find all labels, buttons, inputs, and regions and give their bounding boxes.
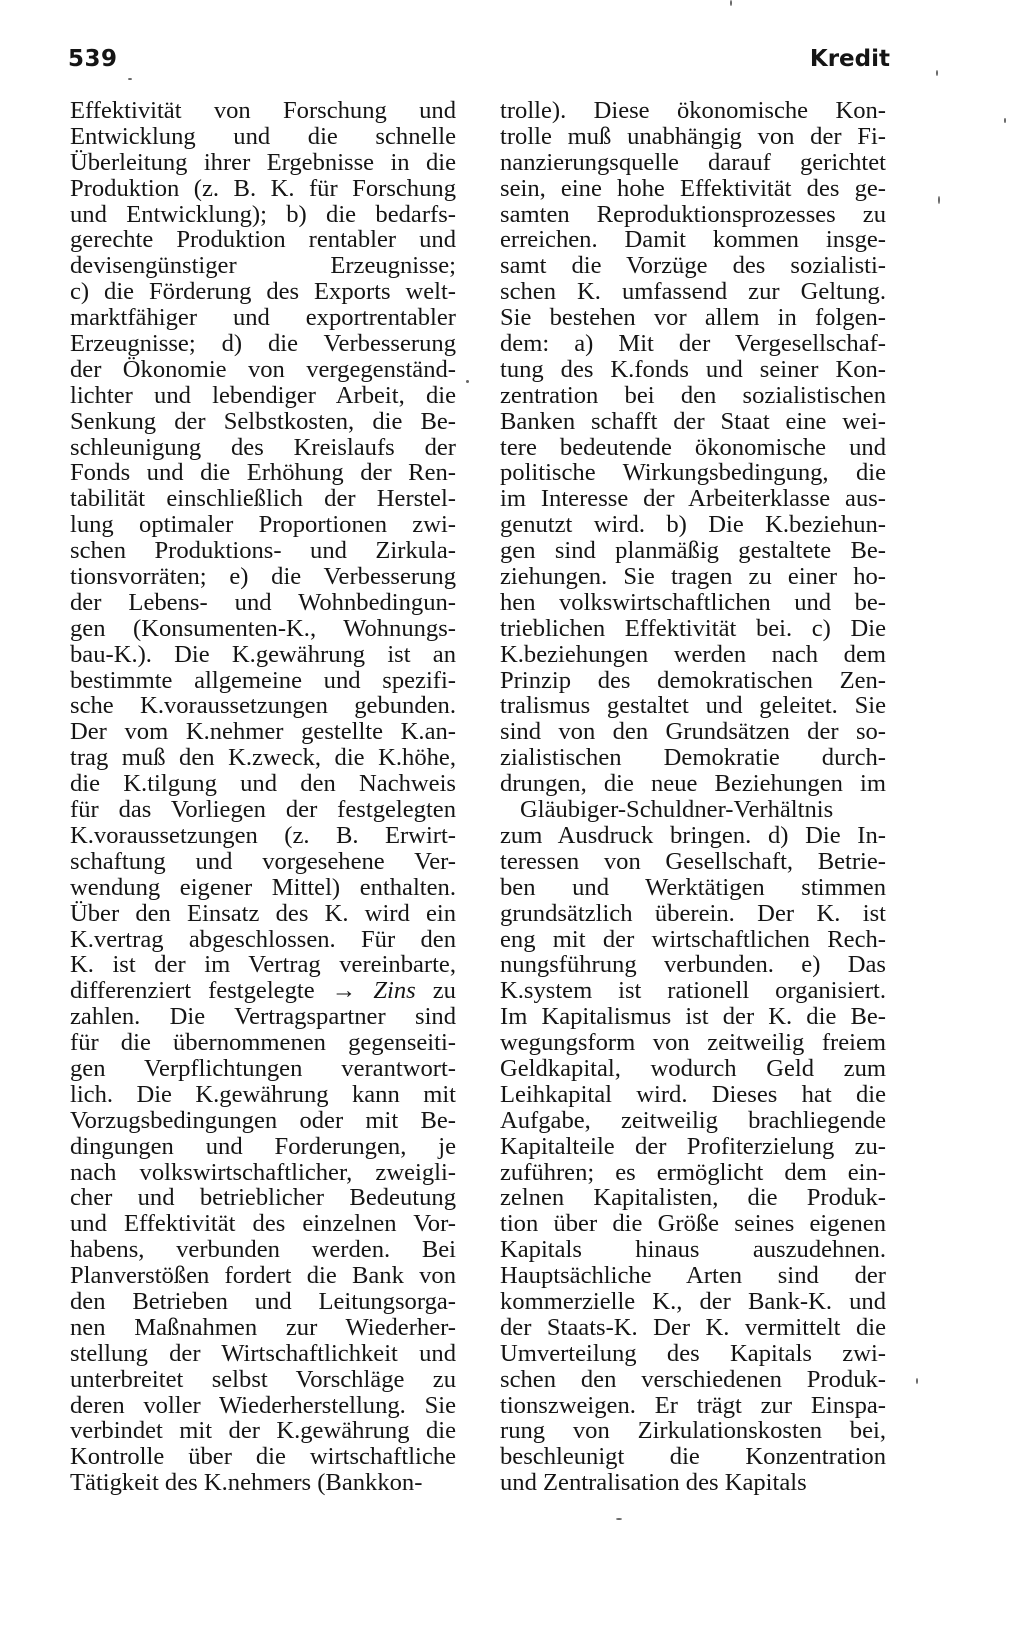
text-line: erreichen. Damit kommen insge- xyxy=(500,226,886,254)
text-line: Planverstößen fordert die Bank von xyxy=(70,1262,456,1290)
text-line: kommerzielle K., der Bank-K. und xyxy=(500,1287,886,1315)
text-line: sind von den Grundsätzen der so- xyxy=(500,718,886,746)
text-line: Gläubiger-Schuldner-Verhältnis xyxy=(520,796,834,824)
text-line: Vorzugsbedingungen oder mit Be- xyxy=(70,1106,456,1134)
text-line: lung optimaler Proportionen zwi- xyxy=(70,511,456,539)
text-line: marktfähiger und exportrentabler xyxy=(70,304,456,332)
text-line: bestimmte allgemeine und spezifi- xyxy=(70,666,456,694)
text-line: trolle). Diese ökonomische Kon- xyxy=(500,97,886,124)
text-line: sche K.voraussetzungen gebunden. xyxy=(70,692,456,720)
text-line: und Zentralisation des Kapitals xyxy=(500,1469,807,1497)
text-line: zuführen; es ermöglicht dem ein- xyxy=(500,1158,886,1186)
text-line: samten Reproduktionsprozesses zu xyxy=(500,200,886,228)
text-line: gen (Konsumenten-K., Wohnungs- xyxy=(70,614,456,642)
text-line: genutzt wird. b) Die K.beziehun- xyxy=(500,511,886,539)
text-line: dem: a) Mit der Vergesellschaf- xyxy=(500,330,886,358)
text-line: schen den verschiedenen Produk- xyxy=(500,1365,886,1393)
text-line: der Staats-K. Der K. vermittelt die xyxy=(500,1313,886,1341)
text-line: tung des K.fonds und seiner Kon- xyxy=(500,355,886,383)
text-line: zum Ausdruck bringen. d) Die In- xyxy=(500,821,886,849)
text-line: nungsführung verbunden. e) Das xyxy=(500,951,886,979)
text-line: trieblichen Effektivität bei. c) Die xyxy=(500,614,886,642)
text-line: für das Vorliegen der festgelegten xyxy=(70,796,456,824)
text-line: Über den Einsatz des K. wird ein xyxy=(70,899,456,927)
left-column xyxy=(70,98,456,1496)
scan-speck xyxy=(128,78,132,80)
text-line: Prinzip des demokratischen Zen- xyxy=(500,666,886,694)
text-line: cher und betrieblicher Bedeutung xyxy=(70,1184,456,1212)
scan-speck xyxy=(1004,118,1006,123)
text-line: zelnen Kapitalisten, die Produk- xyxy=(500,1184,886,1212)
text-line: Effektivität von Forschung und xyxy=(70,97,456,124)
text-line: K.beziehungen werden nach dem xyxy=(500,640,886,668)
text-line: schaftung und vorgesehene Ver- xyxy=(70,847,456,875)
text-line: zahlen. Die Vertragspartner sind xyxy=(70,1003,456,1031)
text-line: grundsätzlich überein. Der K. ist xyxy=(500,899,886,927)
text-line: tralismus gestaltet und geleitet. Sie xyxy=(500,692,886,720)
text-line: Kapitals hinaus auszudehnen. xyxy=(500,1236,886,1264)
text-line: devisengünstiger Erzeugnisse; xyxy=(70,252,456,280)
text-line: Entwicklung und die schnelle xyxy=(70,122,456,150)
text-line: Produktion (z. B. K. für Forschung xyxy=(70,174,456,202)
text-line: c) die Förderung des Exports welt- xyxy=(70,278,456,306)
text-line: wegungsform von zeitweilig freiem xyxy=(500,1029,886,1057)
text-line: Sie bestehen vor allem in folgen- xyxy=(500,304,886,332)
text-line: sein, eine hohe Effektivität des ge- xyxy=(500,174,886,202)
text-line: Kontrolle über die wirtschaftliche xyxy=(70,1443,456,1471)
text-line: K. ist der im Vertrag vereinbarte, xyxy=(70,951,456,979)
text-line: tabilität einschließlich der Herstel- xyxy=(70,485,456,513)
text-line: der Lebens- und Wohnbedingun- xyxy=(70,588,456,616)
cross-reference: Zins xyxy=(373,977,416,1005)
scan-speck xyxy=(730,0,732,6)
text-line: Hauptsächliche Arten sind der xyxy=(500,1262,886,1290)
text-line: und Entwicklung); b) die bedarfs- xyxy=(70,200,456,228)
text-line: eng mit der wirtschaftlichen Rech- xyxy=(500,925,886,953)
text-line: hen volkswirtschaftlichen und be- xyxy=(500,588,886,616)
text-line: K.vertrag abgeschlossen. Für den xyxy=(70,925,456,953)
text-line: samt die Vorzüge des sozialisti- xyxy=(500,252,886,280)
text-line: nen Maßnahmen zur Wiederher- xyxy=(70,1313,456,1341)
text-line: bau-K.). Die K.gewährung ist an xyxy=(70,640,456,668)
text-line: trolle muß unabhängig von der Fi- xyxy=(500,122,886,150)
text-line: Der vom K.nehmer gestellte K.an- xyxy=(70,718,456,746)
text-line: und Effektivität des einzelnen Vor- xyxy=(70,1210,456,1238)
text-line: verbindet mit der K.gewährung die xyxy=(70,1417,456,1445)
text-line: ziehungen. Sie tragen zu einer ho- xyxy=(500,563,886,591)
text-line: Leihkapital wird. Dieses hat die xyxy=(500,1080,886,1108)
text-line: Umverteilung des Kapitals zwi- xyxy=(500,1339,886,1367)
text-line: stellung der Wirtschaftlichkeit und xyxy=(70,1339,456,1367)
text-line: tere bedeutende ökonomische und xyxy=(500,433,886,461)
text-line: im Interesse der Arbeiterklasse aus- xyxy=(500,485,886,513)
text-line: deren voller Wiederherstellung. Sie xyxy=(70,1391,456,1419)
text-line: Banken schafft der Staat eine wei- xyxy=(500,407,886,435)
text-line: Tätigkeit des K.nehmers (Bankkon- xyxy=(70,1469,423,1497)
text-line: Senkung der Selbstkosten, die Be- xyxy=(70,407,456,435)
text-line: unterbreitet selbst Vorschläge zu xyxy=(70,1365,456,1393)
text-line: K.voraussetzungen (z. B. Erwirt- xyxy=(70,821,456,849)
text-line: der Ökonomie von vergegenständ- xyxy=(70,355,456,383)
text-line: nanzierungsquelle darauf gerichtet xyxy=(500,148,886,176)
text-line: nach volkswirtschaftlicher, zweigli- xyxy=(70,1158,456,1186)
text-line: drungen, die neue Beziehungen im xyxy=(500,770,886,798)
text-line: schen Produktions- und Zirkula- xyxy=(70,537,456,565)
text-line: rung von Zirkulationskosten bei, xyxy=(500,1417,886,1445)
text-line: zentration bei den sozialistischen xyxy=(500,381,886,409)
text-line: gerechte Produktion rentabler und xyxy=(70,226,456,254)
text-line: Geldkapital, wodurch Geld zum xyxy=(500,1054,886,1082)
text-line: trag muß den K.zweck, die K.höhe, xyxy=(70,744,456,772)
text-line: lichter und lebendiger Arbeit, die xyxy=(70,381,456,409)
text-line: lich. Die K.gewährung kann mit xyxy=(70,1080,456,1108)
text-line: dingungen und Forderungen, je xyxy=(70,1132,456,1160)
scan-speck xyxy=(938,196,940,204)
text-line: beschleunigt die Konzentration xyxy=(500,1443,886,1471)
text-line: die K.tilgung und den Nachweis xyxy=(70,770,456,798)
text-line: gen sind planmäßig gestaltete Be- xyxy=(500,537,886,565)
text-line: politische Wirkungsbedingung, die xyxy=(500,459,886,487)
text-line: schleunigung des Kreislaufs der xyxy=(70,433,456,461)
text-line: wendung eigener Mittel) enthalten. xyxy=(70,873,456,901)
text-line: Aufgabe, zeitweilig brachliegende xyxy=(500,1106,886,1134)
text-line: ben und Werktätigen stimmen xyxy=(500,873,886,901)
text-line: tionsvorräten; e) die Verbesserung xyxy=(70,563,456,591)
text-line: zialistischen Demokratie durch- xyxy=(500,744,886,772)
scan-speck xyxy=(616,1518,622,1520)
text-line: tion über die Größe seines eigenen xyxy=(500,1210,886,1238)
scan-speck xyxy=(916,1378,918,1384)
text-line: Erzeugnisse; d) die Verbesserung xyxy=(70,330,456,358)
text-line: für die übernommenen gegenseiti- xyxy=(70,1029,456,1057)
text-line: Im Kapitalismus ist der K. die Be- xyxy=(500,1003,886,1031)
page-number: 539 xyxy=(68,46,118,72)
text-line: Kapitalteile der Profiterzielung zu- xyxy=(500,1132,886,1160)
text-line: tionszweigen. Er trägt zur Einspa- xyxy=(500,1391,886,1419)
text-line: K.system ist rationell organisiert. xyxy=(500,977,886,1005)
text-line: teressen von Gesellschaft, Betrie- xyxy=(500,847,886,875)
text-line: Überleitung ihrer Ergebnisse in die xyxy=(70,148,456,176)
scan-speck xyxy=(936,70,938,76)
text-line: gen Verpflichtungen verantwort- xyxy=(70,1054,456,1082)
text-line: habens, verbunden werden. Bei xyxy=(70,1236,456,1264)
text-line: schen K. umfassend zur Geltung. xyxy=(500,278,886,306)
scan-speck xyxy=(466,380,469,383)
right-column xyxy=(500,98,886,1496)
text-line: Fonds und die Erhöhung der Ren- xyxy=(70,459,456,487)
text-line: den Betrieben und Leitungsorga- xyxy=(70,1287,456,1315)
text-line: differenziert festgelegte → Zins zu xyxy=(70,977,456,1005)
running-head: Kredit xyxy=(809,46,890,72)
